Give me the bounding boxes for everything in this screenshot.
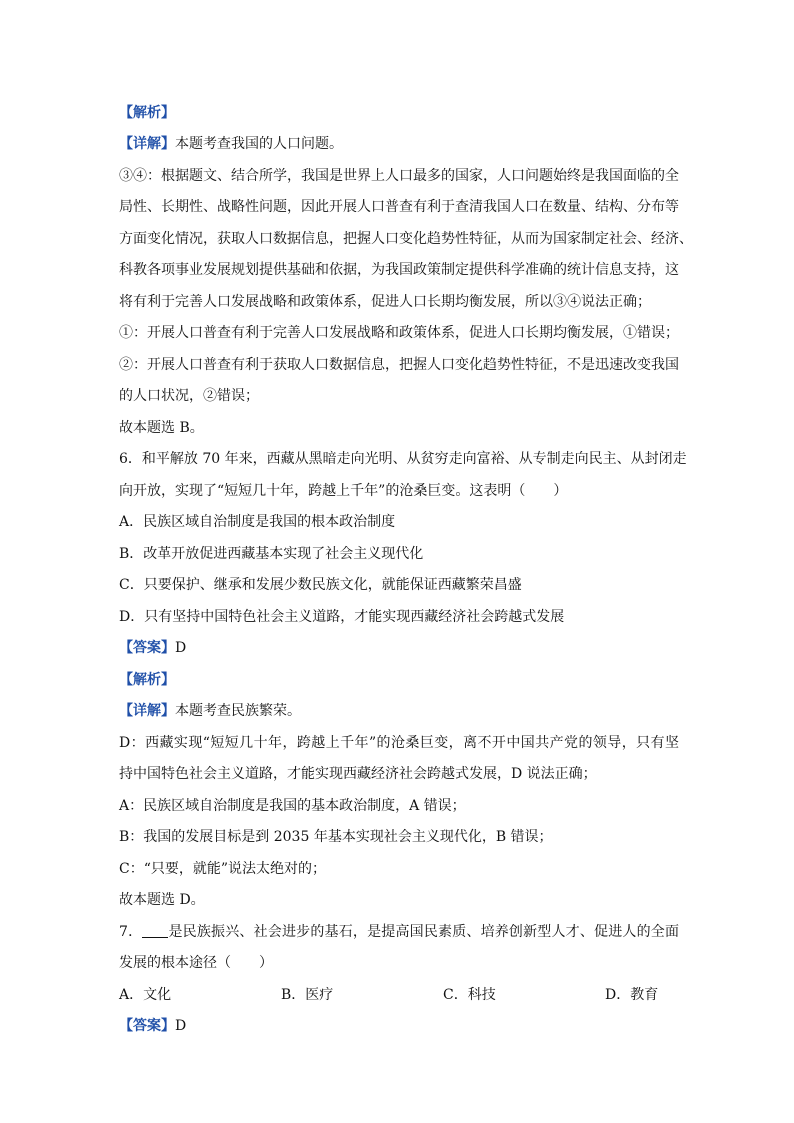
analysis-paragraph-line: 科教各项事业发展规划提供基础和依据，为我国政策制定提供科学准确的统计信息支持，这: [119, 262, 679, 278]
question-6-option-b: B．改革开放促进西藏基本实现了社会主义现代化: [119, 546, 424, 562]
detail-intro: [119, 701, 679, 721]
question-7-option-b: B．医疗: [281, 987, 334, 1003]
detail-tag: 【详解】: [119, 703, 175, 719]
analysis-paragraph-line: ③④：根据题文、结合所学，我国是世界上人口最多的国家，人口问题始终是我国面临的全: [119, 168, 679, 184]
answer-tag: 【答案】: [119, 1018, 175, 1034]
analysis-item-2-line: 的人口状况，②错误；: [119, 388, 259, 404]
detail-tag: 【详解】: [119, 136, 175, 152]
detail-intro: [119, 134, 679, 154]
question-7-stem-text: 是民族振兴、社会进步的基石，是提高国民素质、培养创新型人才、促进人的全面: [168, 924, 679, 940]
answer-tag: 【答案】: [119, 640, 175, 656]
analysis-item-1: ①：开展人口普查有利于完善人口发展战略和政策体系，促进人口长期均衡发展，①错误；: [119, 325, 679, 341]
question-7-answer: [119, 1016, 679, 1036]
analysis-item-2-line: ②：开展人口普查有利于获取人口数据信息，把握人口变化趋势性特征，不是迅速改变我国: [119, 357, 679, 373]
analysis-item-c: C：“只要，就能”说法太绝对的；: [119, 861, 327, 877]
detail-text: 本题考查我国的人口问题。: [175, 136, 343, 152]
detail-text: 本题考查民族繁荣。: [175, 703, 301, 719]
question-6-option-a: A．民族区域自治制度是我国的根本政治制度: [119, 514, 396, 530]
question-7-option-c: C．科技: [443, 987, 496, 1003]
analysis-paragraph-line: 局性、长期性、战略性问题，因此开展人口普查有利于查清我国人口在数量、结构、分布等: [119, 199, 679, 215]
question-6-option-d: D．只有坚持中国特色社会主义道路，才能实现西藏经济社会跨越式发展: [119, 609, 565, 625]
question-7-number: 7．: [119, 924, 143, 940]
analysis-item-b: B：我国的发展目标是到 2035 年基本实现社会主义现代化，B 错误；: [119, 829, 553, 845]
fill-in-blank: [142, 923, 168, 938]
analysis-conclusion: 故本题选 B。: [119, 420, 204, 436]
analysis-item-a: A：民族区域自治制度是我国的基本政治制度，A 错误；: [119, 798, 466, 814]
question-7-option-d: D．教育: [605, 987, 659, 1003]
analysis-conclusion: 故本题选 D。: [119, 892, 205, 908]
question-6-stem-line: 6．和平解放 70 年来，西藏从黑暗走向光明、从贫穷走向富裕、从专制走向民主、从封闭走: [119, 451, 687, 467]
analysis-paragraph-line: 方面变化情况，获取人口数据信息，把握人口变化趋势性特征，从而为国家制定社会、经济、: [119, 231, 693, 247]
analysis-paragraph-line: 将有利于完善人口发展战略和政策体系，促进人口长期均衡发展，所以③④说法正确；: [119, 294, 651, 310]
question-7-stem-line: 发展的根本途径（ ）: [119, 955, 273, 971]
question-6-option-c: C．只要保护、继承和发展少数民族文化，就能保证西藏繁荣昌盛: [119, 577, 522, 593]
answer-value: D: [175, 1018, 187, 1034]
analysis-item-d-line: 持中国特色社会主义道路，才能实现西藏经济社会跨越式发展，D 说法正确；: [119, 766, 597, 782]
answer-value: D: [175, 640, 187, 656]
question-7-option-a: A．文化: [119, 987, 172, 1003]
analysis-heading: 【解析】: [119, 105, 175, 121]
question-6-answer: [119, 638, 679, 658]
analysis-heading: 【解析】: [119, 672, 175, 688]
question-6-stem-line: 向开放，实现了“短短几十年，跨越上千年”的沧桑巨变。这表明（ ）: [119, 483, 568, 499]
analysis-item-d-line: D：西藏实现“短短几十年，跨越上千年”的沧桑巨变，离不开中国共产党的领导，只有坚: [119, 735, 679, 751]
question-7-stem-line: [119, 922, 679, 942]
